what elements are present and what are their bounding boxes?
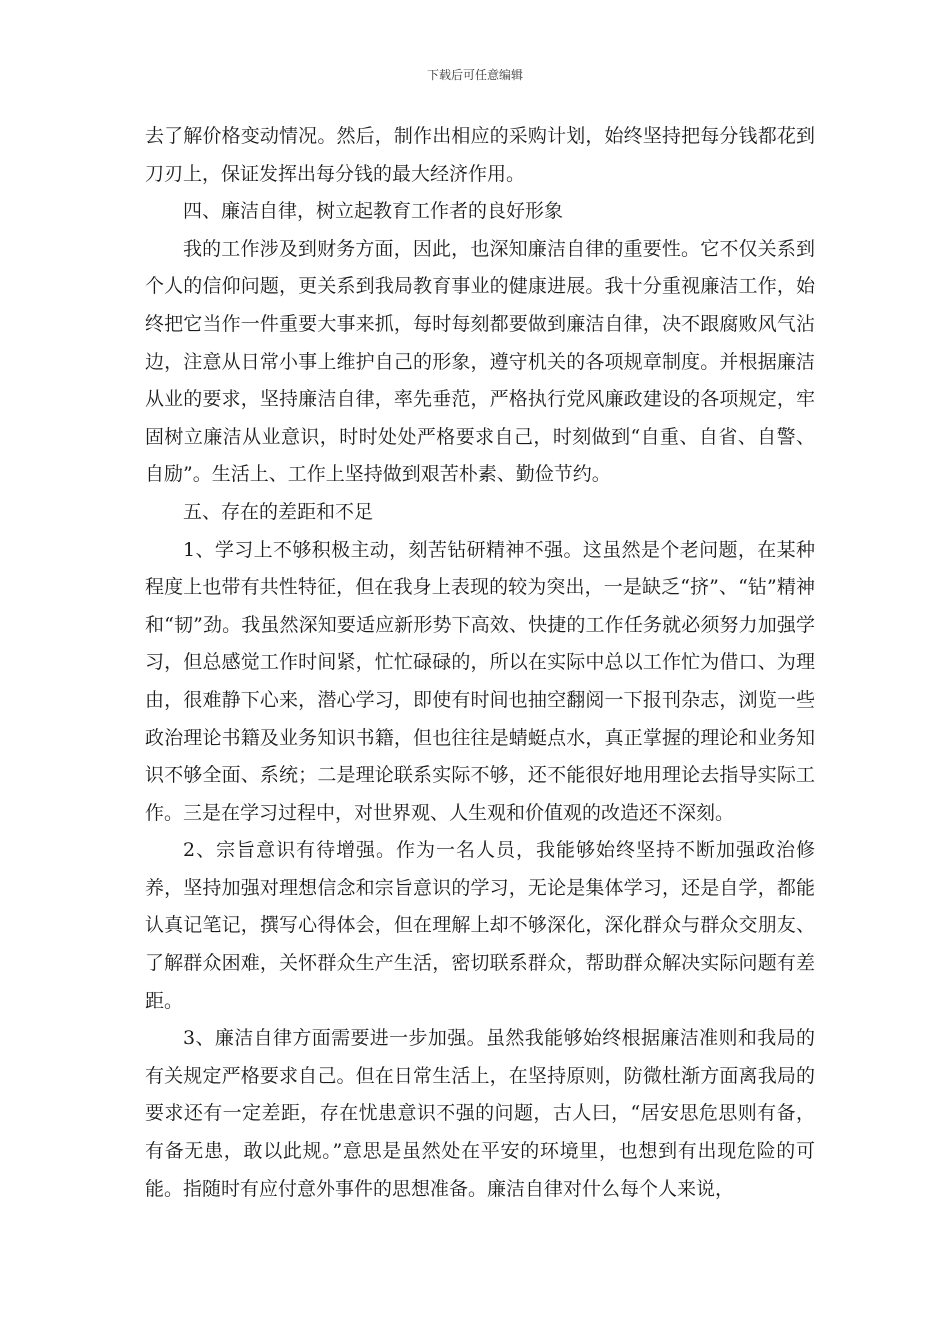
- page-header: 下载后可任意编辑: [426, 68, 523, 82]
- paragraph-item-3: 3、廉洁自律方面需要进一步加强。虽然我能够始终根据廉洁准则和我局的有关规定严格要求自己。但在日常生活上，在坚持原则，防微杜渐方面离我局的要求还有一定差距，存在忧患意识不强的问题，古人曰，“居安思危思则有备，有备无患，敢以此规。”意思是虽然处在平安的环境里，也想到有出现危险的可能。指随时有应付意外事件的思想准备。廉洁自律对什么每个人来说，: [145, 1027, 815, 1200]
- paragraph-item-1: 1、学习上不够积极主动，刻苦钻研精神不强。这虽然是个老问题，在某种程度上也带有共性特征，但在我身上表现的较为突出，一是缺乏“挤”、“钻”精神和“韧”劲。我虽然深知要适应新形势下高效、快捷的工作任务就必须努力加强学习，但总感觉工作时间紧，忙忙碌碌的，所以在实际中总以工作忙为借口、为理由，很难静下心来，潜心学习，即使有时间也抽空翻阅一下报刊杂志，浏览一些政治理论书籍及业务知识书籍，但也往往是蜻蜓点水，真正掌握的理论和业务知识不够全面、系统；二是理论联系实际不够，还不能很好地用理论去指导实际工作。三是在学习过程中，对世界观、人生观和价值观的改造还不深刻。: [145, 538, 815, 824]
- paragraph-1: 去了解价格变动情况。然后，制作出相应的采购计划，始终坚持把每分钱都花到刀刃上，保证发挥出每分钱的最大经济作用。: [145, 125, 815, 185]
- document-body: [145, 118, 815, 1208]
- section-heading-5: 五、存在的差距和不足: [183, 500, 374, 523]
- section-heading-4: 四、廉洁自律，树立起教育工作者的良好形象: [183, 200, 564, 223]
- paragraph-2: 我的工作涉及到财务方面，因此，也深知廉洁自律的重要性。它不仅关系到个人的信仰问题，更关系到我局教育事业的健康进展。我十分重视廉洁工作，始终把它当作一件重要大事来抓，每时每刻都要做到廉洁自律，决不跟腐败风气沾边，注意从日常小事上维护自己的形象，遵守机关的各项规章制度。并根据廉洁从业的要求，坚持廉洁自律，率先垂范，严格执行党风廉政建设的各项规定，牢固树立廉洁从业意识，时时处处严格要求自己，时刻做到“自重、自省、自警、自励”。生活上、工作上坚持做到艰苦朴素、勤俭节约。: [145, 237, 815, 486]
- paragraph-item-2: 2、宗旨意识有待增强。作为一名人员，我能够始终坚持不断加强政治修养，坚持加强对理想信念和宗旨意识的学习，无论是集体学习，还是自学，都能认真记笔记，撰写心得体会，但在理解上却不够深化，深化群众与群众交朋友、了解群众困难，关怀群众生产生活，密切联系群众，帮助群众解决实际问题有差距。: [145, 839, 815, 1012]
